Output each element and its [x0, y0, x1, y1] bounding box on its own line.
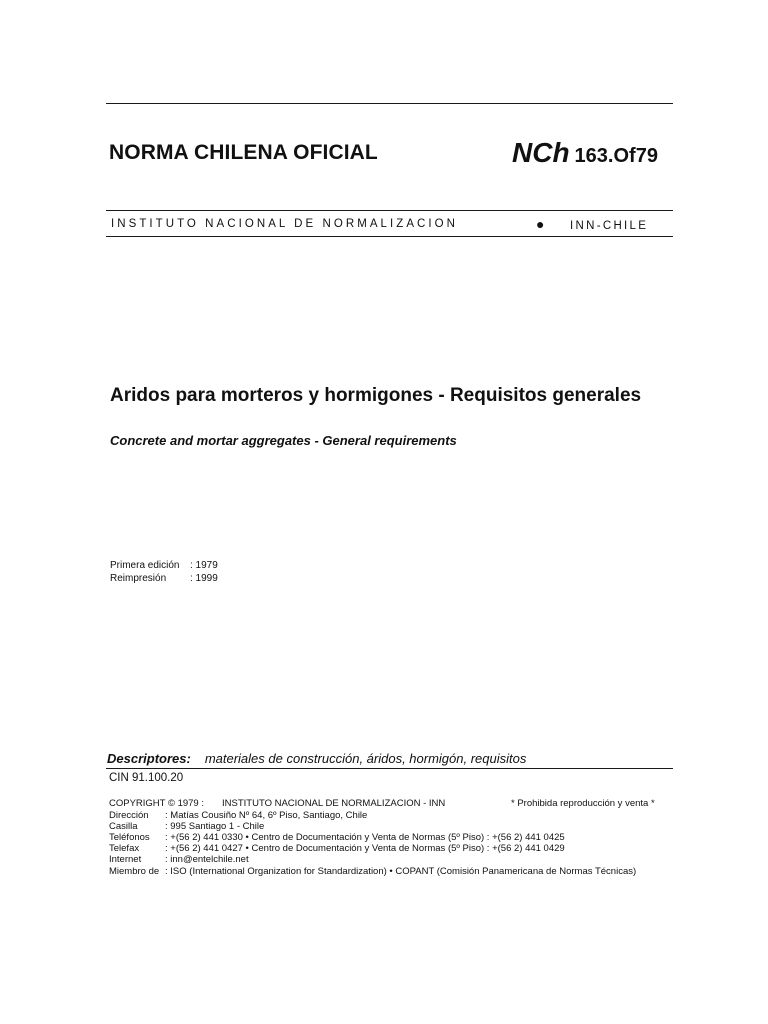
descriptors — [107, 751, 526, 766]
address-value: : Matías Cousiño Nº 64, 6º Piso, Santiago, Chile — [165, 810, 368, 821]
internet-value: : inn@entelchile.net — [165, 854, 249, 865]
edition-value: : 1979 — [190, 560, 218, 571]
standard-code — [512, 137, 658, 169]
institute-rule-bottom — [106, 236, 673, 237]
inn-chile-label: INN-CHILE — [570, 220, 649, 232]
telefax-label: Telefax — [109, 843, 140, 854]
member-label: Miembro de — [109, 866, 160, 877]
mailbox-label: Casilla — [109, 821, 138, 832]
top-rule — [106, 103, 673, 104]
bullet-separator: ● — [536, 216, 545, 232]
internet-label: Internet — [109, 854, 142, 865]
copyright-label: COPYRIGHT © 1979 : — [109, 798, 204, 809]
document-title-es: Aridos para morteros y hormigones - Requisitos generales — [110, 385, 642, 406]
mailbox-value: : 995 Santiago 1 - Chile — [165, 821, 265, 832]
descriptors-value: materiales de construcción, áridos, hormigón, requisitos — [204, 751, 527, 766]
member-value: : ISO (International Organization for Standardization) • COPANT (Comisión Panamericana de Normas Técnicas) — [165, 866, 637, 877]
address-label: Dirección — [109, 810, 149, 821]
descriptors-label: Descriptores: — [107, 751, 191, 766]
reprint-value: : 1999 — [190, 573, 218, 584]
institute-name: INSTITUTO NACIONAL DE NORMALIZACION — [111, 218, 458, 230]
standard-code-prefix: NCh — [512, 137, 570, 168]
reprint-label: Reimpresión — [110, 573, 167, 584]
phones-label: Teléfonos — [109, 832, 150, 843]
institute-rule-top — [106, 210, 673, 211]
norma-title: NORMA CHILENA OFICIAL — [109, 141, 378, 164]
telefax-value: : +(56 2) 441 0427 • Centro de Documentación y Venta de Normas (5º Piso) : +(56 2) 441 0429 — [165, 843, 565, 854]
phones-value: : +(56 2) 441 0330 • Centro de Documentación y Venta de Normas (5º Piso) : +(56 2) 441 0425 — [165, 832, 565, 843]
cin-code: CIN 91.100.20 — [109, 772, 184, 784]
descriptors-rule — [106, 768, 673, 769]
document-title-en: Concrete and mortar aggregates - General requirements — [110, 433, 457, 448]
copyright-value: INSTITUTO NACIONAL DE NORMALIZACION - INN — [222, 798, 446, 809]
reproduction-notice: * Prohibida reproducción y venta * — [511, 798, 655, 809]
edition-label: Primera edición — [110, 560, 180, 571]
standard-code-number: 163.Of79 — [574, 145, 658, 167]
